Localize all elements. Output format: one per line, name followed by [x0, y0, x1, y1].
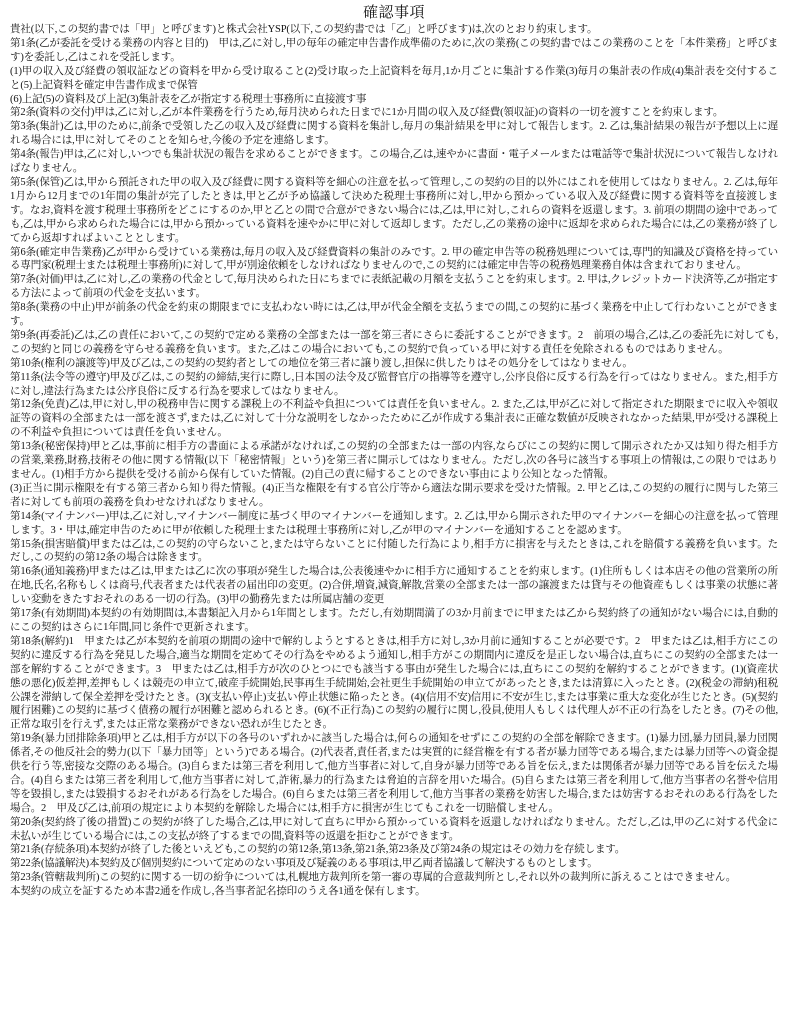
document-body	[10, 23, 778, 899]
contract-paragraph: 第22条(協議解決)本契約及び個別契約について定めのない事項及び疑義のある事項は,甲乙両者協議して解決するものとします。	[10, 858, 598, 870]
contract-paragraph: 第8条(業務の中止)甲が前条の代金を約束の期限までに支払わない時には,乙は,甲が代金全額を支払うまでの間,この契約に基づく業務を中止して行わないことができます。	[10, 302, 778, 328]
contract-paragraph: 第12条(免責)乙は,甲に対し,甲の税務申告に関する課税上の不利益や負担については責任を負いません。2. また,乙は,甲が乙に対して指定された期限までに収入や領収証等の資料の全部または一部を渡さず,または,乙に対して十分な説明をしなかったために乙が作成する集計表に正確な数値が反映されなかった結果,甲が受ける課税上の不利益や負担については責任を負いません。	[10, 399, 778, 439]
contract-paragraph: 第16条(通知義務)甲または乙は,甲または乙に次の事項が発生した場合は,公表後速やかに相手方に通知することを約束します。(1)住所もしくは本店その他の営業所の所在地,氏名,名称もしくは商号,代表者または代表者の届出印の変更。(2)合併,増資,減資,解散,営業の全部または一部の譲渡または貸与その他資産もしくは事業の状態に著しい変動をきたすおそれのある一切の行為。(3)甲の勤務先または所属店舗の変更	[10, 566, 778, 606]
contract-paragraph: (3)正当に開示権限を有する第三者から知り得た情報。(4)正当な権限を有する官公庁等から適法な開示要求を受けた情報。2. 甲と乙は,この契約の履行に関与した第三者に対しても前項の義務を負わせなければなりません。	[10, 482, 778, 508]
contract-paragraph: 第11条(法令等の遵守)甲及び乙は,この契約の締結,実行に際し,日本国の法令及び監督官庁の指導等を遵守し,公序良俗に反する行為を行ってはなりません。また,相手方に対し,違法行為または公序良俗に反する行為を要求してはなりません。	[10, 371, 778, 397]
contract-paragraph: 第4条(報告)甲は,乙に対し,いつでも集計状況の報告を求めることができます。この場合,乙は,速やかに書面・電子メールまたは電話等で集計状況について報告しなければなりません。	[10, 149, 778, 175]
contract-paragraph: 第7条(対価)甲は,乙に対し,乙の業務の代金として,毎月決められた日にちまでに表紙記載の月額を支払うことを約束します。2. 甲は,クレジットカード決済等,乙が指定する方法によって前項の代金を支払います。	[10, 274, 778, 300]
contract-paragraph: 第21条(存続条項)本契約が終了した後といえども,この契約の第12条,第13条,第21条,第23条及び第24条の規定はその効力を存続します。	[10, 844, 626, 856]
contract-paragraph: 第23条(管轄裁判所)この契約に関する一切の紛争については,札幌地方裁判所を第一審の専属的合意裁判所とし,それ以外の裁判所に訴えることはできません。	[10, 872, 737, 884]
contract-paragraph: 第5条(保管)乙は,甲から預託された甲の収入及び経費に関する資料等を細心の注意を払って管理し,この契約の目的以外にはこれを使用してはなりません。2. 乙は,毎年1月から12月までの1年間の集計が完了したときは,甲と乙が予め協議して決めた税理士事務所に対し,甲から預かっている収入及び経費に関する資料等を直接渡します。なお,資料を渡す税理士事務所をどこにするのか,甲と乙との間で合意ができない場合には,乙は,甲に対し,これらの資料を返還します。3. 前項の期間の途中であっても,乙は,甲から求められた場合には,甲から預かっている資料を速やかに甲に対して返却します。ただし,乙の業務の途中に返却を求められた場合には,乙の業務が終了してから返却すればよいこととします。	[10, 176, 778, 244]
contract-paragraph: 第13条(秘密保持)甲と乙は,事前に相手方の書面による承諾がなければ,この契約の全部または一部の内容,ならびにこの契約に関して開示されたか又は知り得た相手方の営業,業務,財務,技術その他に関する情報(以下「秘密情報」という)を第三者に開示してはなりません。ただし,次の各号に該当する事項上の情報は,この限りではありません。(1)相手方から提供を受ける前から保有していた情報。(2)自己の責に帰することのできない事由により公知となった情報。	[10, 441, 778, 480]
contract-paragraph: 第19条(暴力団排除条項)甲と乙は,相手方が以下の各号のいずれかに該当した場合は,何らの通知をせずにこの契約の全部を解除できます。(1)暴力団,暴力団員,暴力団関係者,その他反社会的勢力(以下「暴力団等」という)である場合。(2)代表者,責任者,または実質的に経営権を有する者が暴力団等である場合,または暴力団等への資金提供を行う等,密接な交際のある場合。(3)自らまたは第三者を利用して,他方当事者に対して,自身が暴力団等である旨を伝え,または関係者が暴力団等である旨を伝えた場合。(4)自らまたは第三者を利用して,他方当事者に対して,詐術,暴力的行為または脅迫的言辞を用いた場合。(5)自らまたは第三者を利用して,他方当事者の名誉や信用等を毀損し,または毀損するおそれがある行為をした場合。(6)自らまたは第三者を利用して,他方当事者の業務を妨害した場合,または妨害するおそれのある行為をした場合。2 甲及び乙は,前項の規定により本契約を解除した場合には,相手方に損害が生じてもこれを一切賠償しません。	[10, 733, 778, 814]
contract-paragraph: 第6条(確定申告業務)乙が甲から受けている業務は,毎月の収入及び経費資料の集計のみです。2. 甲の確定申告等の税務処理については,専門的知識及び資格を持っている専門家(税理士または税理士事務所)に対して,甲が別途依頼をしなければなりませんので,この契約には確定申告等の税務処理業務自体は含まれておりません。	[10, 246, 778, 272]
contract-paragraph: 第14条(マイナンバー)甲は,乙に対し,マイナンバー制度に基づく甲のマイナンバーを通知します。2. 乙は,甲から開示された甲のマイナンバーを細心の注意を払って管理します。3・甲は,確定申告のために甲が依頼した税理士または税理士事務所に対し,乙が甲のマイナンバーを通知することを認めます。	[10, 510, 778, 536]
contract-paragraph: 第3条(集計)乙は,甲のために,前条で受領した乙の収入及び経費に関する資料を集計し,毎月の集計結果を甲に対して報告します。2. 乙は,集計結果の報告が予想以上に遅れる場合には,甲に対してそのことを知らせ,今後の予定を連絡します。	[10, 121, 778, 147]
contract-paragraph: 第1条(乙が委託を受ける業務の内容と目的) 甲は,乙に対し,甲の毎年の確定申告書作成準備のために,次の業務(この契約書ではこの業務のことを「本件業務」と呼びます)を委託し,乙はこれを受託します。	[10, 37, 778, 63]
contract-paragraph: 第18条(解約)1 甲または乙が本契約を前項の期間の途中で解約しようとするときは,相手方に対し,3か月前に通知することが必要です。2 甲または乙は,相手方にこの契約に違反する行為を発見した場合,適当な期間を定めてその行為をやめるよう通知し,相手方がこの期間内に違反を是正しない場合は,直ちにこの契約の全部または一部を解約することができます。3 甲または乙は,相手方が次のひとつにでも該当する事由が発生した場合には,直ちにこの契約を解約することができます。(1)(資産状態の悪化)仮差押,差押もしくは競売の申立て,破産手続開始,民事再生手続開始,会社更生手続開始の申立てがあったとき,または清算に入ったとき。(2)(税金の滞納)租税公課を滞納して保全差押を受けたとき。(3)(支払い停止)支払い停止状態に陥ったとき。(4)(信用不安)信用に不安が生じ,または事業に重大な変化が生じたとき。(5)(契約履行困難)この契約に基づく債務の履行が困難と認められるとき。(6)(不正行為)この契約の履行に関し,役員,使用人もしくは代理人が不正の行為をしたとき。(7)その他,正常な取引を行えず,または正常な業務ができない恐れが生じたとき。	[10, 635, 778, 731]
contract-paragraph: 第17条(有効期間)本契約の有効期間は,本書類記入月から1年間とします。ただし,有効期間満了の3か月前までに甲または乙から契約終了の通知がない場合には,自動的にこの契約はさらに1年間,同じ条件で更新されます。	[10, 608, 778, 633]
contract-paragraph: 第20条(契約終了後の措置)この契約が終了した場合,乙は,甲に対して直ちに甲から預かっている資料を返還しなければなりません。ただし,乙は,甲の乙に対する代金に未払いが生じている場合には,この支払が終了するまでの間,資料等の返還を拒むことができます。	[10, 816, 778, 842]
contract-paragraph: 第9条(再委託)乙は,乙の責任において,この契約で定める業務の全部または一部を第三者にさらに委託することができます。2 前項の場合,乙は,乙の委託先に対しても,この契約と同じの義務を守らせる義務を負います。また,乙はこの場合においても,この契約で負っている甲に対する責任を免除されるものではありません。	[10, 329, 778, 355]
contract-paragraph: 貴社(以下,この契約書では「甲」と呼びます)と株式会社YSP(以下,この契約書では「乙」と呼びます)は,次のとおり約束します。	[10, 24, 598, 35]
contract-paragraph: 第15条(損害賠償)甲または乙は,この契約の守らないこと,または守らないことに付随した行為により,相手方に損害を与えたときは,これを賠償する義務を負います。ただし,この契約の第12条の場合は除きます。	[10, 538, 778, 564]
contract-paragraph: 第2条(資料の交付)甲は,乙に対し,乙が本件業務を行うため,毎月決められた日までに1か月間の収入及び経費(領収証)の資料の一切を渡すことを約束します。	[10, 107, 724, 119]
document-page	[10, 4, 778, 1020]
contract-paragraph: 第10条(権利の譲渡等)甲及び乙は,この契約の契約者としての地位を第三者に譲り渡し,担保に供したりはその処分をしてはなりません。	[10, 357, 633, 369]
document-title: 確認事項	[362, 5, 425, 21]
contract-paragraph: (1)甲の収入及び経費の領収証などの資料を甲から受け取ること(2)受け取った上記資料を毎月,1か月ごとに集計する作業(3)毎月の集計表の作成(4)集計表を交付すること(5)上記資料を確定申告書作成まで保管	[10, 65, 778, 91]
contract-paragraph: (6)上記(5)の資料及び上記(3)集計表を乙が指定する税理士事務所に直接渡す事	[10, 93, 367, 105]
contract-paragraph: 本契約の成立を証するため本書2通を作成し,各当事者記名捺印のうえ各1通を保有します。	[10, 886, 426, 898]
